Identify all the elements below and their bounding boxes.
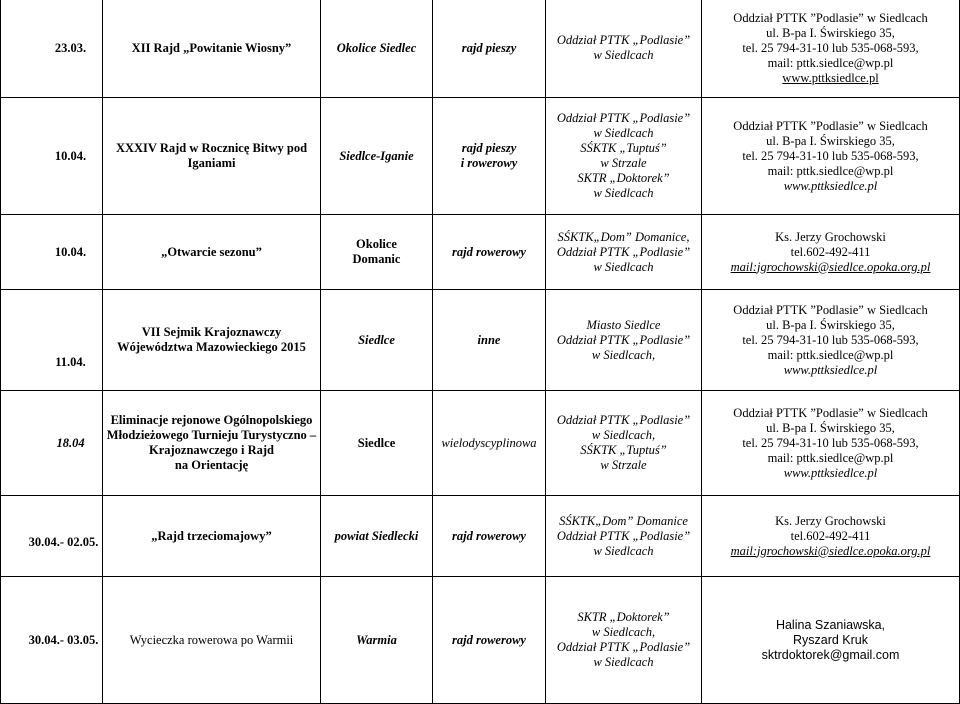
- email-link[interactable]: mail: pttk.siedlce@wp.pl: [767, 55, 894, 70]
- event-date: 18.04: [1, 391, 103, 496]
- email-link[interactable]: mail: pttk.siedlce@wp.pl: [767, 450, 894, 465]
- event-organizer: SŚKTK„Dom” Domanice, Oddział PTTK „Podlasie” w Siedlcach: [546, 215, 702, 290]
- email-link[interactable]: mail:jgrochowski@siedlce.opoka.org.pl: [730, 543, 931, 558]
- table-row: [1, 391, 960, 496]
- website-link[interactable]: www.pttksiedlce.pl: [783, 178, 878, 193]
- event-organizer: Oddział PTTK „Podlasie” w Siedlcach: [546, 0, 702, 98]
- email-link[interactable]: mail:jgrochowski@siedlce.opoka.org.pl: [730, 259, 931, 274]
- event-place: Okolice Siedlec: [321, 0, 433, 98]
- event-place: Siedlce: [321, 290, 433, 391]
- table-row: [1, 496, 960, 577]
- event-name: XXXIV Rajd w Rocznicę Bitwy pod Iganiami: [103, 98, 321, 215]
- event-organizer: SŚKTK„Dom” Domanice Oddział PTTK „Podlasie” w Siedlcach: [546, 496, 702, 577]
- table-row: [1, 0, 960, 98]
- website-link[interactable]: www.pttksiedlce.pl: [783, 362, 878, 377]
- event-place: Warmia: [321, 577, 433, 704]
- email-link[interactable]: mail: pttk.siedlce@wp.pl: [767, 347, 894, 362]
- email-link[interactable]: sktrdoktorek@gmail.com: [761, 647, 900, 662]
- website-link[interactable]: www.pttksiedlce.pl: [782, 70, 879, 85]
- event-type: rajd rowerowy: [433, 496, 546, 577]
- table-row: [1, 290, 960, 391]
- event-contact: Oddział PTTK ”Podlasie” w Siedlcach ul. B-pa I. Świrskiego 35, tel. 25 794-31-10 lub 535-068-593, mail: pttk.siedlce@wp.pl www.pttksiedlce.pl: [702, 98, 960, 215]
- event-type: rajd rowerowy: [433, 577, 546, 704]
- event-place: Okolice Domanic: [321, 215, 433, 290]
- event-date: 11.04.: [1, 290, 103, 391]
- table-row: [1, 215, 960, 290]
- event-place: powiat Siedlecki: [321, 496, 433, 577]
- event-organizer: Oddział PTTK „Podlasie” w Siedlcach, SŚKTK „Tuptuś” w Strzale: [546, 391, 702, 496]
- event-contact: Oddział PTTK ”Podlasie” w Siedlcach ul. B-pa I. Świrskiego 35, tel. 25 794-31-10 lub 535-068-593, mail: pttk.siedlce@wp.pl www.pttksiedlce.pl: [702, 0, 960, 98]
- event-name: „Rajd trzeciomajowy”: [103, 496, 321, 577]
- event-name: XII Rajd „Powitanie Wiosny”: [103, 0, 321, 98]
- event-contact: Oddział PTTK ”Podlasie” w Siedlcach ul. B-pa I. Świrskiego 35, tel. 25 794-31-10 lub 535-068-593, mail: pttk.siedlce@wp.pl www.pttksiedlce.pl: [702, 391, 960, 496]
- event-type: inne: [433, 290, 546, 391]
- event-type: rajd pieszy i rowerowy: [433, 98, 546, 215]
- event-organizer: Miasto Siedlce Oddział PTTK „Podlasie” w Siedlcach,: [546, 290, 702, 391]
- event-name: Wycieczka rowerowa po Warmii: [103, 577, 321, 704]
- event-name: Eliminacje rejonowe Ogólnopolskiego Młodzieżowego Turnieju Turystyczno – Krajoznawczego i Rajd na Orientację: [103, 391, 321, 496]
- event-place: Siedlce-Iganie: [321, 98, 433, 215]
- event-type: wielodyscyplinowa: [433, 391, 546, 496]
- event-date: 30.04.- 03.05.: [1, 577, 103, 704]
- event-date: 30.04.- 02.05.: [1, 496, 103, 577]
- table-row: [1, 98, 960, 215]
- event-place: Siedlce: [321, 391, 433, 496]
- event-contact: Ks. Jerzy Grochowski tel.602-492-411 mail:jgrochowski@siedlce.opoka.org.pl: [702, 215, 960, 290]
- website-link[interactable]: www.pttksiedlce.pl: [783, 465, 878, 480]
- event-date: 10.04.: [1, 215, 103, 290]
- event-type: rajd rowerowy: [433, 215, 546, 290]
- event-name: „Otwarcie sezonu”: [103, 215, 321, 290]
- event-name: VII Sejmik Krajoznawczy Wójewództwa Mazowieckiego 2015: [103, 290, 321, 391]
- email-link[interactable]: mail: pttk.siedlce@wp.pl: [767, 163, 894, 178]
- table-row: [1, 577, 960, 704]
- event-contact: Oddział PTTK ”Podlasie” w Siedlcach ul. B-pa I. Świrskiego 35, tel. 25 794-31-10 lub 535-068-593, mail: pttk.siedlce@wp.pl www.pttksiedlce.pl: [702, 290, 960, 391]
- event-date: 23.03.: [1, 0, 103, 98]
- event-organizer: SKTR „Doktorek” w Siedlcach, Oddział PTTK „Podlasie” w Siedlcach: [546, 577, 702, 704]
- event-contact: Halina Szaniawska, Ryszard Kruk sktrdoktorek@gmail.com: [702, 577, 960, 704]
- event-contact: Ks. Jerzy Grochowski tel.602-492-411 mail:jgrochowski@siedlce.opoka.org.pl: [702, 496, 960, 577]
- event-type: rajd pieszy: [433, 0, 546, 98]
- event-organizer: Oddział PTTK „Podlasie” w Siedlcach SŚKTK „Tuptuś” w Strzale SKTR „Doktorek” w Siedlcach: [546, 98, 702, 215]
- event-date: 10.04.: [1, 98, 103, 215]
